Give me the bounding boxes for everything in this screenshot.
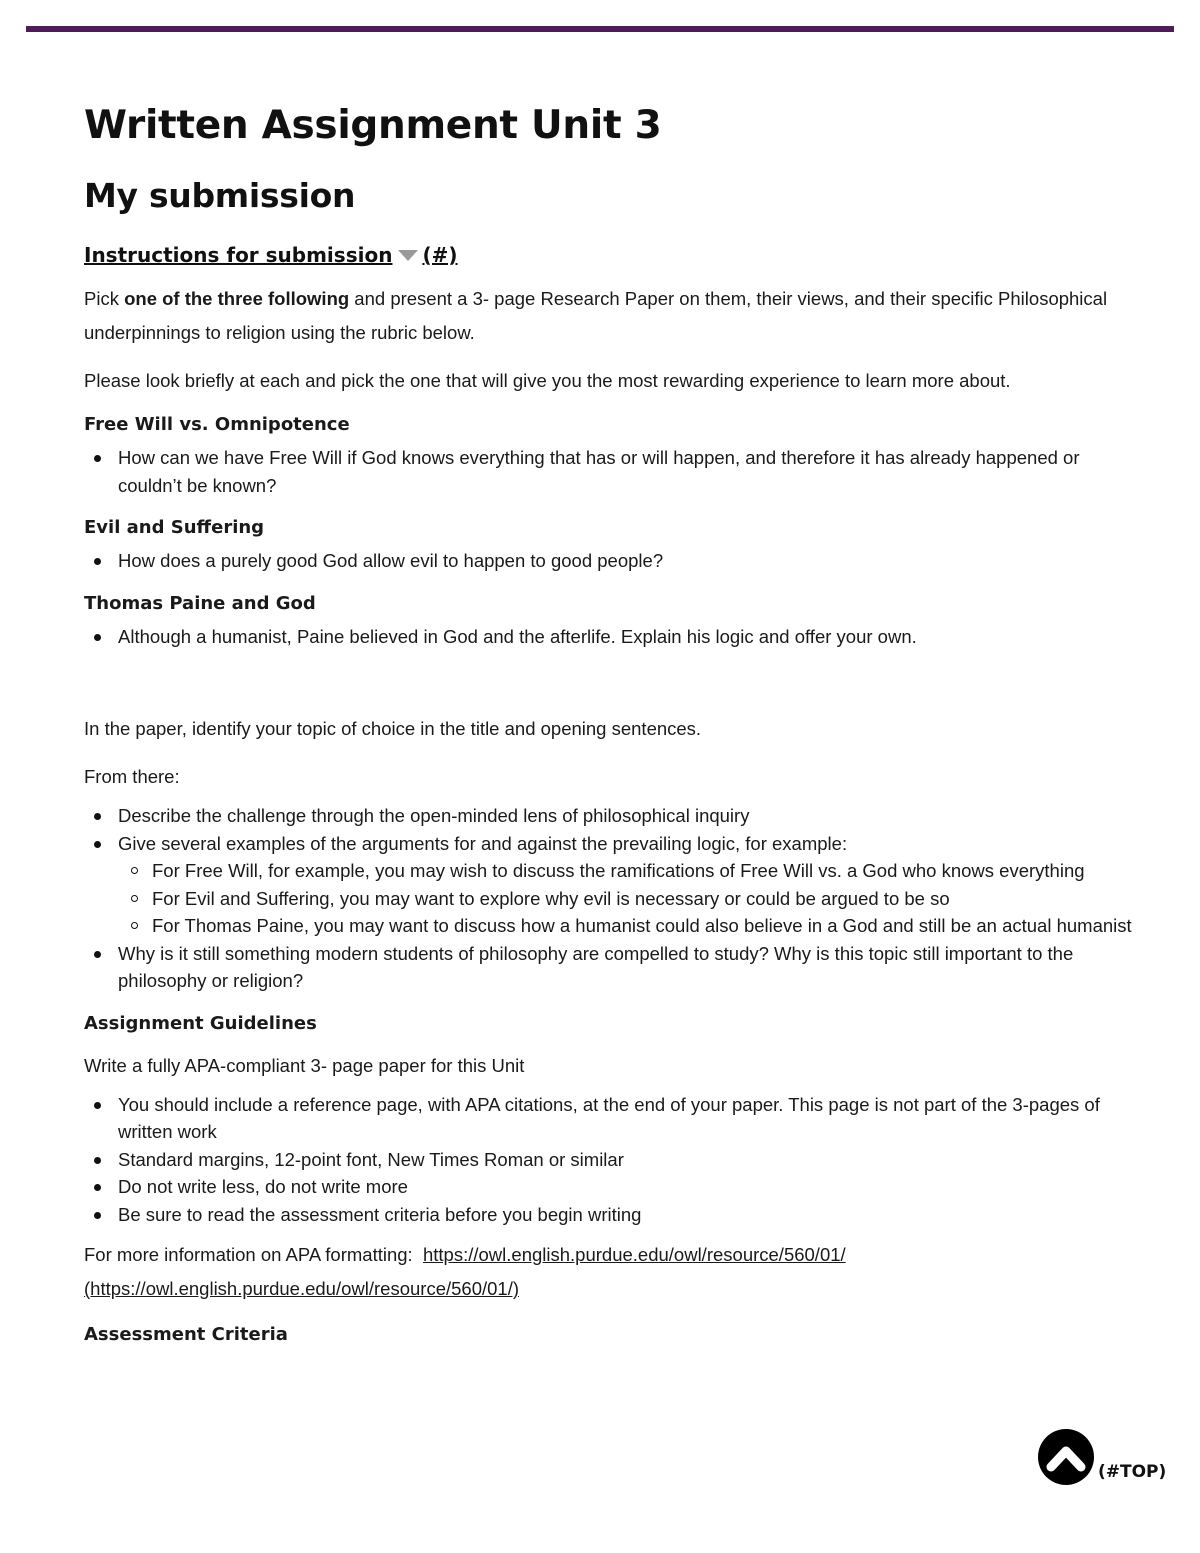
topic-list — [84, 547, 1134, 575]
main-content — [84, 98, 1134, 1350]
sub-list-item: For Evil and Suffering, you may want to explore why evil is necessary or could be argued to be so — [152, 885, 1134, 913]
identify-paragraph: In the paper, identify your topic of choice in the title and opening sentences. — [84, 718, 702, 739]
guidelines-list — [84, 1091, 1134, 1229]
paper-list — [84, 802, 1134, 995]
apa-paragraph — [84, 1238, 1134, 1306]
intro-pick-bold: one of the three following — [124, 288, 350, 309]
intro-look-paragraph: Please look briefly at each and pick the one that will give you the most rewarding experience to learn more about. — [84, 370, 1011, 391]
list-item: Although a humanist, Paine believed in God and the afterlife. Explain his logic and offer your own. — [118, 623, 1134, 651]
page-subtitle: My submission — [84, 176, 356, 215]
list-item-text: Give several examples of the arguments for and against the prevailing logic, for example: — [118, 832, 848, 854]
list-item — [118, 830, 1134, 940]
from-there-paragraph: From there: — [84, 766, 180, 787]
apa-link-paren[interactable]: (https://owl.english.purdue.edu/owl/resource/560/01/) — [84, 1278, 520, 1299]
instructions-label: Instructions for submission — [84, 243, 393, 267]
apa-link[interactable]: https://owl.english.purdue.edu/owl/resource/560/01/ — [422, 1244, 846, 1265]
sub-list-item: For Free Will, for example, you may wish to discuss the ramifications of Free Will vs. a God who knows everything — [152, 857, 1134, 885]
chevron-up-icon[interactable] — [1038, 1429, 1094, 1485]
guidelines-heading: Assignment Guidelines — [84, 1012, 317, 1034]
topic-list — [84, 444, 1134, 499]
back-to-top-label[interactable]: (#TOP) — [1098, 1462, 1167, 1482]
list-item: Why is it still something modern students of philosophy are compelled to study? Why is this topic still important to the philosophy or religion? — [118, 940, 1134, 995]
apa-prefix: For more information on APA formatting: — [84, 1244, 423, 1265]
topic-heading: Evil and Suffering — [84, 517, 265, 538]
topic-heading: Free Will vs. Omnipotence — [84, 414, 350, 435]
instructions-toggle[interactable] — [84, 238, 1134, 272]
list-item: Standard margins, 12-point font, New Times Roman or similar — [118, 1146, 1134, 1174]
back-to-top-link[interactable] — [1038, 1429, 1166, 1485]
intro-pick-prefix: Pick — [84, 288, 125, 309]
guidelines-intro: Write a fully APA-compliant 3- page paper for this Unit — [84, 1054, 525, 1076]
instructions-anchor-link[interactable]: (#) — [422, 243, 458, 267]
list-item: Do not write less, do not write more — [118, 1173, 1134, 1201]
topic-list — [84, 623, 1134, 651]
top-accent-bar — [26, 26, 1174, 32]
list-item: How can we have Free Will if God knows everything that has or will happen, and therefore it has already happened or couldn’t be known? — [118, 444, 1134, 499]
intro-pick-paragraph — [84, 282, 1134, 350]
list-item: Describe the challenge through the open-minded lens of philosophical inquiry — [118, 802, 1134, 830]
list-item: Be sure to read the assessment criteria before you begin writing — [118, 1201, 1134, 1229]
spacer — [84, 650, 1134, 698]
page-title: Written Assignment Unit 3 — [84, 103, 662, 148]
paper-sub-list — [118, 857, 1134, 940]
caret-down-icon — [398, 250, 418, 261]
intro-pick-suffix: and present a 3- page Research Paper on them, their views, and their specific Philosophical underpinnings to religion using the rubric below. — [84, 288, 1108, 343]
topic-heading: Thomas Paine and God — [84, 592, 316, 614]
sub-list-item: For Thomas Paine, you may want to discuss how a humanist could also believe in a God and still be an actual humanist — [152, 912, 1134, 940]
list-item: How does a purely good God allow evil to happen to good people? — [118, 547, 1134, 575]
assessment-heading: Assessment Criteria — [84, 1324, 288, 1345]
list-item: You should include a reference page, with APA citations, at the end of your paper. This page is not part of the 3-pages of written work — [118, 1091, 1134, 1146]
